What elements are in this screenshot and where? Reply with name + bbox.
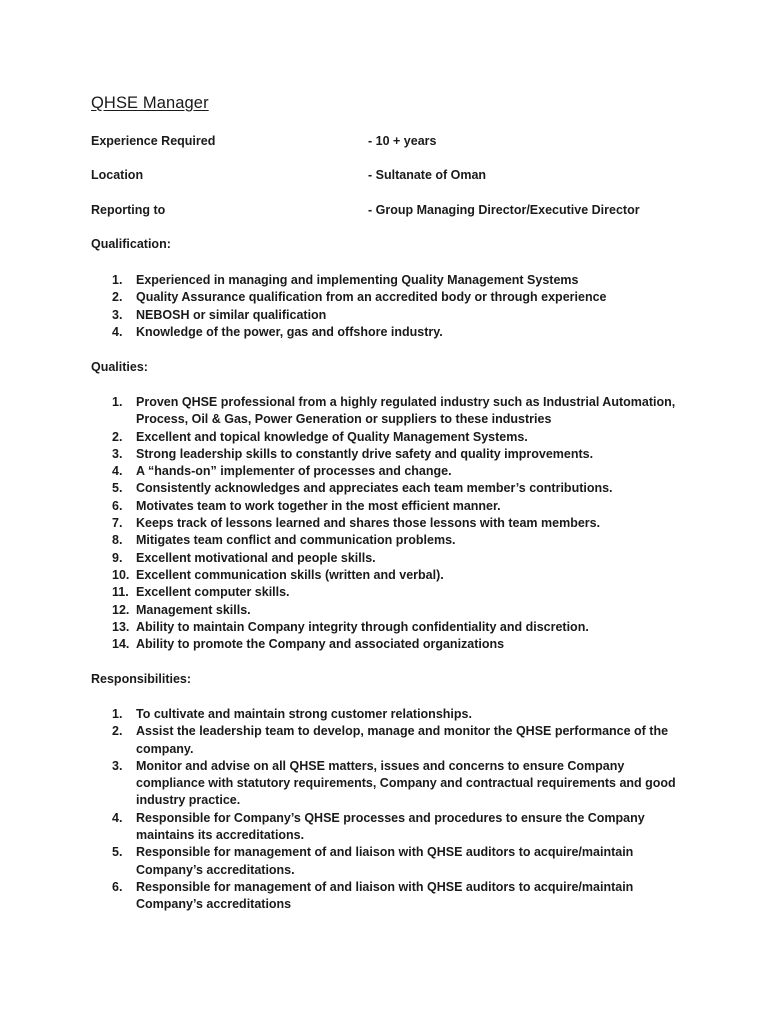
list-item-number: 7. [112, 516, 123, 531]
list-item-text: Excellent and topical knowledge of Quality Management Systems. [136, 429, 528, 444]
list-item-text: Responsible for management of and liaison with QHSE auditors to acquire/maintain Company’s accreditations. [136, 845, 634, 877]
list-item [91, 584, 691, 601]
list-item-number: 1. [112, 707, 123, 721]
list-item [91, 636, 691, 653]
list-item [91, 307, 691, 324]
list-item-number: 2. [112, 290, 123, 305]
list-item-number: 9. [112, 550, 123, 565]
list-item [91, 567, 691, 584]
responsibilities-heading: Responsibilities: [91, 672, 192, 686]
qualities-list [91, 394, 691, 653]
field-experience-label: Experience Required [91, 134, 216, 148]
list-item-number: 4. [112, 464, 123, 479]
list-item-number: 2. [112, 724, 123, 739]
list-item-text: Ability to maintain Company integrity through confidentiality and discretion. [136, 619, 589, 634]
list-item-text: Assist the leadership team to develop, manage and monitor the QHSE performance of the company. [136, 724, 669, 756]
field-reporting-value: - Group Managing Director/Executive Director [368, 203, 640, 217]
list-item-number: 5. [112, 481, 123, 496]
list-item-text: Monitor and advise on all QHSE matters, issues and concerns to ensure Company compliance with statutory requirements, Company and contractual requirements and good industry practice. [136, 758, 676, 808]
list-item [91, 463, 691, 480]
list-item-text: Excellent motivational and people skills. [136, 550, 376, 565]
list-item-text: Knowledge of the power, gas and offshore industry. [136, 324, 443, 339]
list-item-number: 4. [112, 324, 123, 339]
list-item-text: Proven QHSE professional from a highly regulated industry such as Industrial Automation, Process, Oil & Gas, Power Generation or suppliers to these industries [136, 395, 676, 427]
qualification-list [91, 272, 691, 341]
list-item [91, 429, 691, 446]
list-item-text: Ability to promote the Company and associated organizations [136, 637, 505, 652]
list-item-text: To cultivate and maintain strong customer relationships. [136, 707, 472, 721]
list-item-number: 8. [112, 533, 123, 548]
list-item [91, 289, 691, 306]
list-item [91, 602, 691, 619]
list-item-text: Responsible for Company’s QHSE processes and procedures to ensure the Company maintains its accreditations. [136, 810, 645, 843]
list-item-number: 1. [112, 273, 123, 287]
list-item [91, 879, 691, 914]
list-item [91, 723, 691, 758]
list-item-number: 1. [112, 395, 123, 409]
list-item-number: 3. [112, 307, 123, 322]
list-item-text: Motivates team to work together in the most efficient manner. [136, 498, 501, 513]
list-item [91, 498, 691, 515]
list-item-text: Excellent computer skills. [136, 585, 290, 600]
list-item [91, 810, 691, 845]
list-item-number: 4. [112, 810, 123, 825]
list-item-text: NEBOSH or similar qualification [136, 307, 327, 322]
responsibilities-list [91, 706, 691, 914]
list-item [91, 394, 691, 429]
list-item [91, 446, 691, 463]
field-location-value: - Sultanate of Oman [368, 168, 487, 182]
field-location-label: Location [91, 168, 144, 182]
list-item-text: Experienced in managing and implementing Quality Management Systems [136, 273, 579, 287]
list-item-text: Strong leadership skills to constantly drive safety and quality improvements. [136, 446, 594, 461]
list-item [91, 324, 691, 341]
qualities-heading: Qualities: [91, 360, 148, 374]
list-item [91, 272, 691, 289]
list-item [91, 706, 691, 723]
list-item-number: 3. [112, 758, 123, 773]
list-item-number: 12. [112, 602, 130, 617]
list-item-number: 14. [112, 637, 130, 652]
list-item [91, 844, 691, 879]
list-item-text: Mitigates team conflict and communication problems. [136, 533, 456, 548]
list-item-number: 13. [112, 619, 130, 634]
list-item [91, 480, 691, 497]
list-item-text: Responsible for management of and liaison with QHSE auditors to acquire/maintain Company’s accreditations [136, 879, 634, 912]
list-item-number: 5. [112, 845, 123, 860]
list-item-text: Keeps track of lessons learned and shares those lessons with team members. [136, 516, 601, 531]
list-item-number: 11. [112, 585, 129, 600]
list-item [91, 532, 691, 549]
list-item-text: Excellent communication skills (written and verbal). [136, 567, 444, 582]
list-item-number: 6. [112, 498, 123, 513]
list-item-text: A “hands-on” implementer of processes and change. [136, 464, 452, 479]
list-item-text: Quality Assurance qualification from an accredited body or through experience [136, 290, 607, 305]
qualification-heading: Qualification: [91, 237, 171, 251]
list-item-text: Management skills. [136, 602, 251, 617]
list-item [91, 619, 691, 636]
list-item-text: Consistently acknowledges and appreciates each team member’s contributions. [136, 481, 613, 496]
page-title: QHSE Manager [91, 94, 209, 112]
field-experience-value: - 10 + years [368, 134, 437, 148]
list-item [91, 758, 691, 810]
field-reporting-label: Reporting to [91, 203, 166, 217]
list-item [91, 550, 691, 567]
list-item-number: 10. [112, 567, 130, 582]
list-item-number: 6. [112, 879, 123, 894]
list-item [91, 515, 691, 532]
list-item-number: 3. [112, 446, 123, 461]
list-item-number: 2. [112, 429, 123, 444]
